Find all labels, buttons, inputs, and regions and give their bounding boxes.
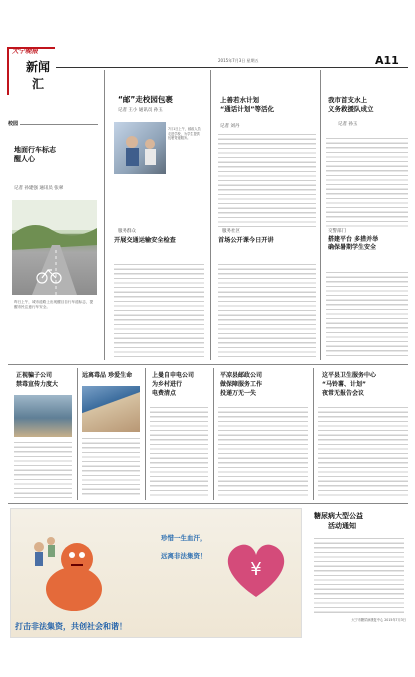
col-divider-1 <box>104 70 105 360</box>
mid-box5-title-3: 夜常无报告会议 <box>322 390 365 397</box>
mid-box4-body <box>218 405 308 498</box>
mid-div-1 <box>77 368 78 500</box>
mid-box4-title: 平凉县邮政公司 <box>220 372 263 379</box>
mid-div-4 <box>313 368 314 500</box>
left-article-title-2: 醒人心 <box>14 155 35 163</box>
fire-kicker: 服务社区 <box>222 229 240 234</box>
mid-box5-title: 这平县卫生服务中心 <box>322 372 377 379</box>
mid-box2-photo <box>82 386 140 432</box>
monster-illustration <box>19 519 119 619</box>
fire-body <box>218 132 316 227</box>
volunteer-byline: 记者 孙玉 <box>338 122 358 127</box>
campus-subtitle: 开展交通运输安全检查 <box>114 237 176 244</box>
fire-title: 上善若水计划 <box>220 96 259 104</box>
anti-fraud-ad <box>10 508 302 638</box>
notice-body <box>314 536 404 616</box>
masthead <box>0 0 415 91</box>
mid-div-2 <box>145 368 146 500</box>
dateline: 2015年7月3日 星期五 <box>218 58 259 63</box>
fire-title-2: “通话计划”等活化 <box>220 105 275 113</box>
left-article-title: 地面行车标志 <box>14 146 56 154</box>
left-caption: 昨日上午，城市道路上出现醒目自行车道标志，提醒市民注意行车安全。 <box>14 300 94 310</box>
mid-box3-title: 上曼自申电公司 <box>152 372 195 379</box>
mid-box1-body <box>14 440 72 498</box>
mid-box1-title: 正视骗子公司 <box>16 372 53 379</box>
volunteer-body-2 <box>326 270 408 358</box>
left-rule <box>20 124 98 125</box>
bottom-top-rule <box>8 503 408 504</box>
fire-body-2 <box>218 262 316 357</box>
volunteer-subtitle: 搭建平台 多措并举 <box>328 236 379 243</box>
ad-slogan: 打击非法集资，共创社会和谐！ <box>15 622 127 631</box>
heart-coin-illustration <box>216 527 296 607</box>
svg-text:¥: ¥ <box>250 559 262 580</box>
section-title-2: 汇 <box>32 77 45 91</box>
mid-box3-body <box>150 405 208 498</box>
mid-box2-title: 远离毒品 珍爱生命 <box>82 372 133 379</box>
notice-sign: 大宁市糖尿病康复中心 2015年7月3日 <box>351 618 406 622</box>
mid-box3-title-3: 电费清点 <box>152 390 177 397</box>
mid-box4-title-3: 投递万无一失 <box>220 390 257 397</box>
campus-kicker: 服务群众 <box>118 229 136 234</box>
notice-title: 糖尿病大型公益 <box>314 512 363 520</box>
volunteer-body <box>326 136 408 228</box>
col-divider-2 <box>210 70 211 360</box>
left-section-label: 校园 <box>8 121 19 127</box>
masthead-rule <box>56 67 408 68</box>
mid-box1-title-2: 禁毒宣传力度大 <box>16 381 59 388</box>
mid-box2-body <box>82 436 140 498</box>
volunteer-kicker: 交警部门 <box>328 229 346 234</box>
mid-div-3 <box>213 368 214 500</box>
campus-caption: 7月1日上午，邮政人员走进学校，为学生提供包裹寄递服务。 <box>168 127 201 141</box>
campus-byline: 记者 王小 通讯员 孙玉 <box>118 108 163 113</box>
notice-title-2: 活动通知 <box>328 522 356 530</box>
mid-box4-title-2: 做保障服务工作 <box>220 381 263 388</box>
left-photo <box>12 200 97 295</box>
diabetes-notice <box>310 508 408 638</box>
ad-text-1: 珍惜一生血汗， <box>161 534 207 542</box>
col-divider-3 <box>320 70 321 360</box>
fire-subtitle: 首场公开课今日开讲 <box>218 237 274 244</box>
campus-title: “邮”走校园包裹 <box>118 95 173 104</box>
ad-text-2: 远离非法集资！ <box>161 552 207 560</box>
page-label: A11 <box>375 54 399 67</box>
fire-byline: 记者 刘丹 <box>220 124 240 129</box>
volunteer-title: 我市首支水上 <box>328 96 367 104</box>
volunteer-subtitle-2: 确保暑期学生安全 <box>328 244 377 251</box>
mid-top-rule <box>8 364 408 365</box>
mid-box3-title-2: 为乡村进行 <box>152 381 183 388</box>
campus-body <box>114 262 204 357</box>
left-byline: 记者 孙建强 通讯员 张翠 <box>14 186 64 191</box>
mid-box1-photo <box>14 395 72 437</box>
volunteer-title-2: 义务救援队成立 <box>328 105 374 113</box>
mid-box5-body <box>318 405 408 498</box>
section-title: 新闻 <box>26 60 51 74</box>
brand-logo: 大宁晚报 <box>12 47 38 55</box>
mid-box5-title-2: “马铃薯、计划” <box>322 381 366 388</box>
campus-photo <box>114 122 166 174</box>
